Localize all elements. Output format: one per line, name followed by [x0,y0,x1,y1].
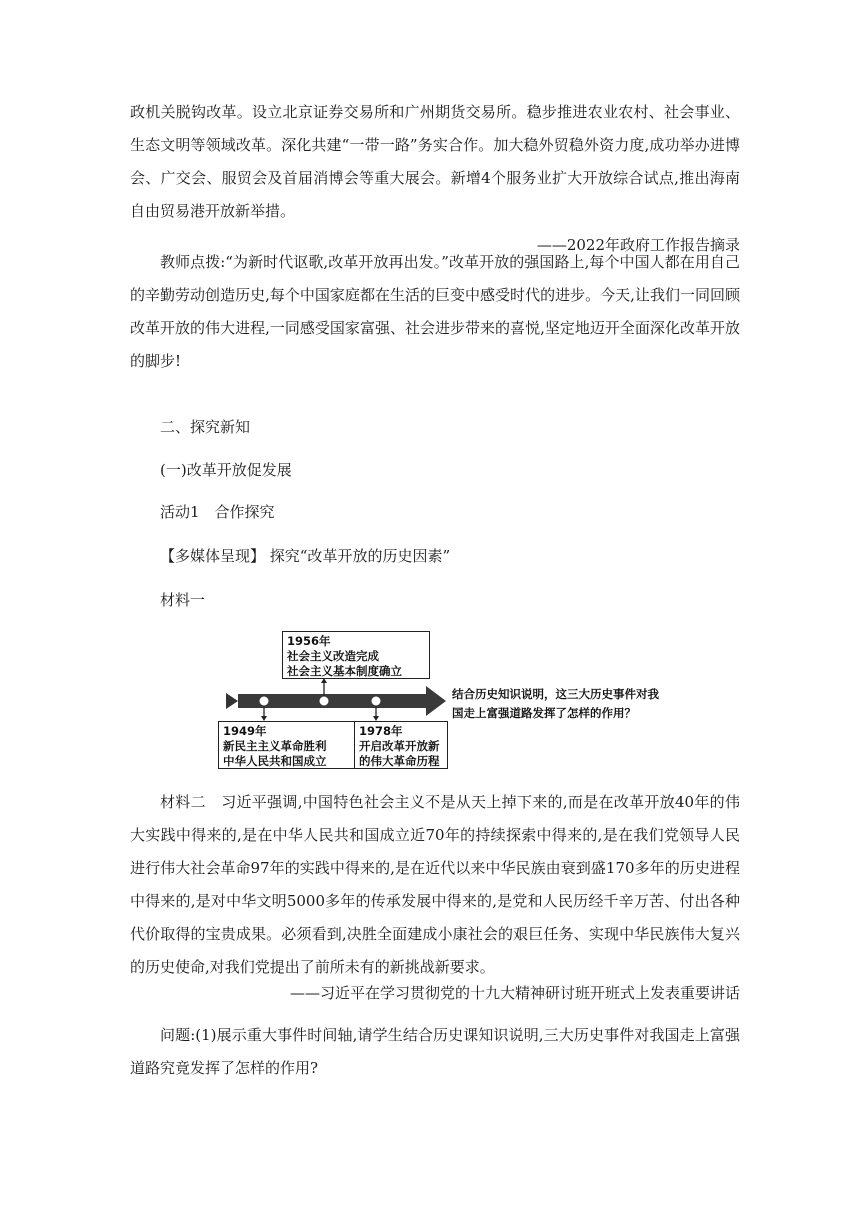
event-box-1949 [218,721,364,769]
timeline-question-line: 国走上富强道路发挥了怎样的作用？ [452,706,636,720]
timeline-question [452,685,712,723]
intro-paragraph: 政机关脱钩改革。设立北京证券交易所和广州期货交易所。稳步推进农业农村、社会事业、生态文明等领域改革。深化共建“一带一路”务实合作。加大稳外贸稳外资力度,成功举办进博会、广交会、服贸会及首届消博会等重大展会。新增4个服务业扩大开放综合试点,推出海南自由贸易港开放新举措。 [130,103,740,220]
activity-label: 活动1 合作探究 [160,503,275,521]
event-year: 1978年 [359,724,403,738]
subsection-heading: (一)改革开放促发展 [160,461,292,479]
section-heading: 二、探究新知 [160,418,251,436]
event-line: 社会主义基本制度确立 [287,664,402,678]
event-line: 的伟大革命历程 [359,754,440,768]
event-line: 开启改革开放新 [359,739,440,753]
material2-source: ——习近平在学习贯彻党的十九大精神研讨班开班式上发表重要讲话 [289,984,740,1002]
node-1978 [372,697,380,705]
question-paragraph: 问题:(1)展示重大事件时间轴,请学生结合历史课知识说明,三大历史事件对我国走上富强道路究竟发挥了怎样的作用? [130,1026,740,1077]
event-line: 中华人民共和国成立 [223,754,327,768]
teacher-note: 教师点拨:“为新时代讴歌,改革开放再出发。”改革开放的强国路上,每个中国人都在用自己的辛勤劳动创造历史,每个中国家庭都在生活的巨变中感受时代的进步。今天,让我们一同回顾改革开放的伟大进程,一同感受国家富强、社会进步带来的喜悦,坚定地迈开全面深化改革开放的脚步! [130,253,740,370]
node-1949 [260,697,268,705]
intro-source: ——2022年政府工作报告摘录 [536,236,740,254]
event-box-1978 [354,721,448,769]
material1-label: 材料一 [160,591,206,609]
material2-paragraph: 材料二 习近平强调,中国特色社会主义不是从天上掉下来的,而是在改革开放40年的伟大实践中得来的,是在中华人民共和国成立近70年的持续探索中得来的,是在我们党领导人民进行伟大社会革命97年的实践中得来的,是在近代以来中华民族由衰到盛170多年的历史进程中得来的,是对中华文明5000多年的传承发展中得来的,是党和人民历经千辛万苦、付出各种代价取得的宝贵成果。必须看到,决胜全面建成小康社会的艰巨任务、实现中华民族伟大复兴的历史使命,对我们党提出了前所未有的新挑战新要求。 [130,793,740,976]
event-year: 1956年 [287,634,331,648]
timeline-question-line: 结合历史知识说明，这三大历史事件对我 [452,687,659,701]
timeline-start-marker [226,693,238,709]
event-line: 社会主义改造完成 [287,649,379,663]
event-box-1956 [282,631,430,679]
event-line: 新民主主义革命胜利 [223,739,327,753]
event-year: 1949年 [223,724,267,738]
node-1956 [320,697,328,705]
timeline-arrowhead [426,686,446,716]
multimedia-line: 【多媒体呈现】 探究“改革开放的历史因素” [160,547,451,565]
